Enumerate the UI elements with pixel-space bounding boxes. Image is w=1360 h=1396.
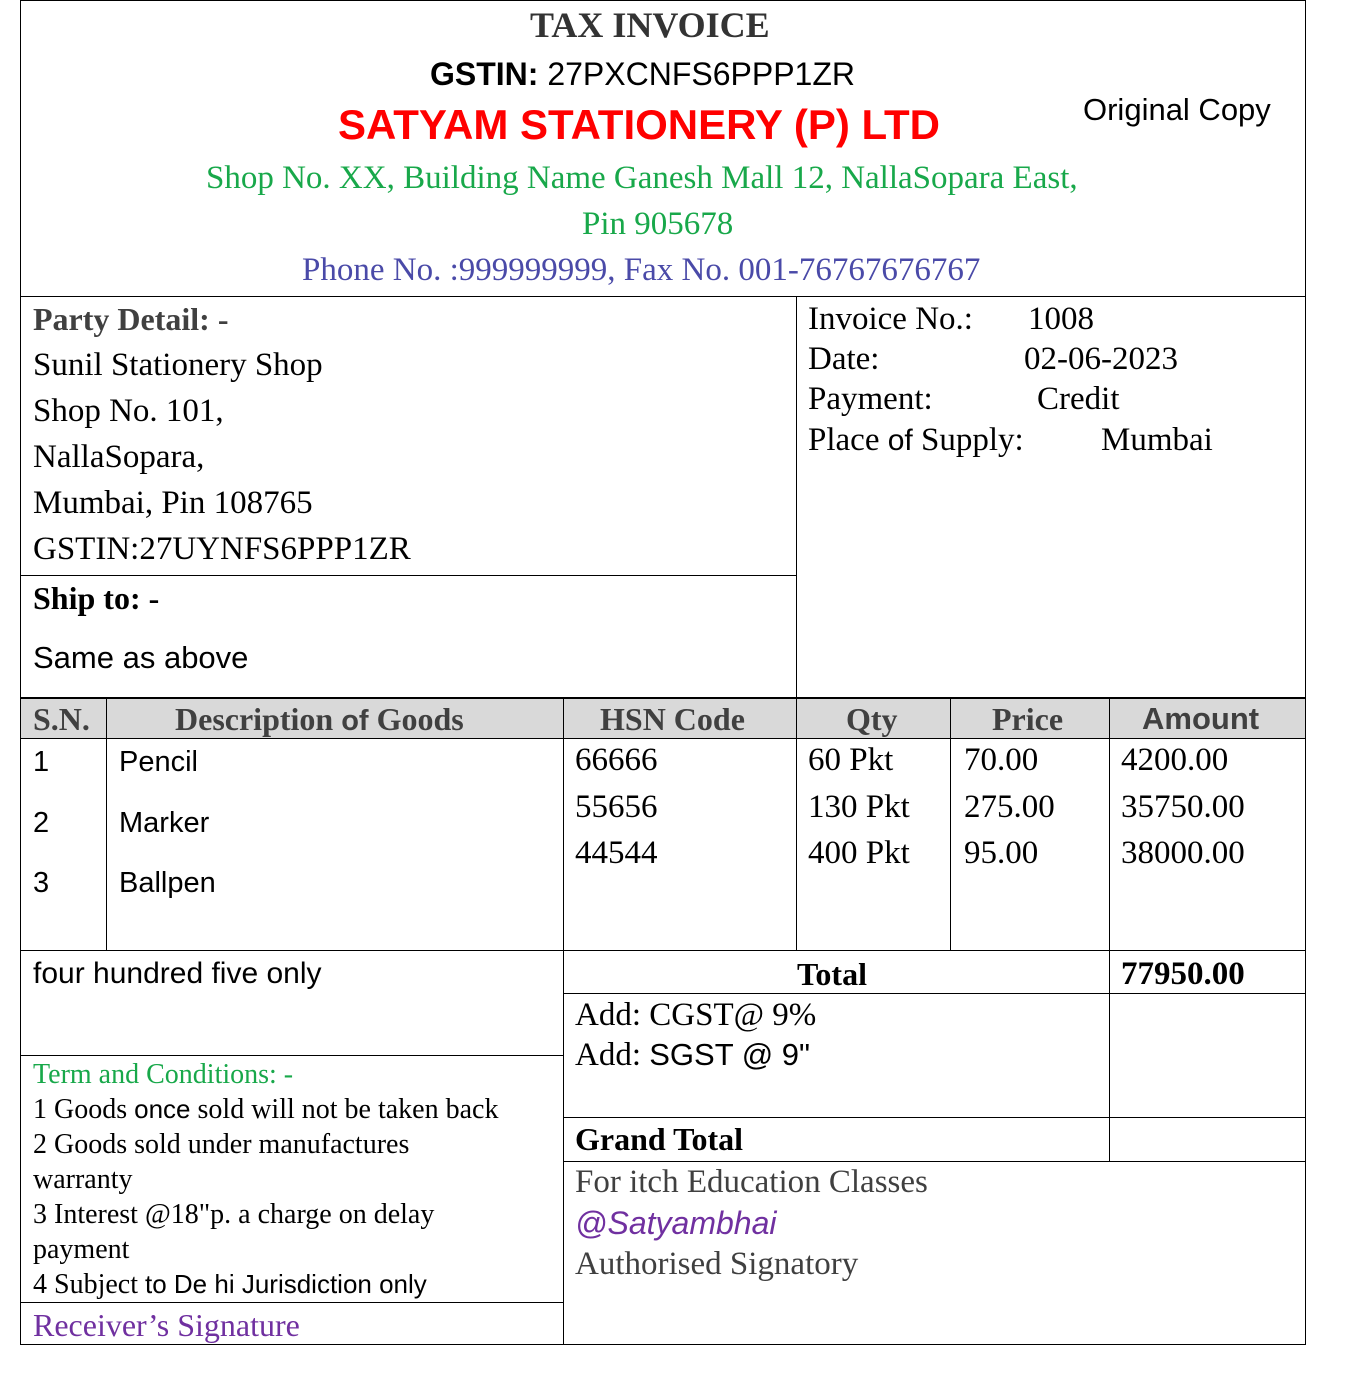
invoice-no-value: 1008 <box>1028 301 1094 337</box>
party-detail-label: Party Detail: - <box>33 301 229 337</box>
receiver-signature: Receiver’s Signature <box>33 1307 300 1343</box>
copy-label: Original Copy <box>1083 92 1271 127</box>
col-header-price: Price <box>992 701 1064 737</box>
place-of-supply-label: Place of Supply: <box>808 422 1024 458</box>
term-2: 2 Goods sold under manufactures <box>33 1129 410 1160</box>
table-body-bottom <box>20 950 1306 951</box>
term-2-continued: warranty <box>33 1164 133 1195</box>
table-header-top <box>20 697 1306 699</box>
for-company-line: For itch Education Classes <box>575 1164 928 1200</box>
cgst-line: Add: CGST@ 9% <box>575 997 817 1033</box>
terms-heading: Term and Conditions: - <box>33 1059 294 1090</box>
row-description: Ballpen <box>119 867 216 899</box>
term-3: 3 Interest @18"p. a charge on delay <box>33 1199 435 1230</box>
table-header-bottom <box>20 738 1306 739</box>
grand-total-bottom <box>563 1161 1306 1162</box>
seller-gstin: GSTIN: 27PXCNFS6PPP1ZR <box>430 56 855 92</box>
row-sn: 2 <box>33 807 50 839</box>
price-column-divider <box>1109 698 1110 1161</box>
row-qty: 60 Pkt <box>808 742 894 778</box>
ship-to-value: Same as above <box>33 640 249 675</box>
company-name: SATYAM STATIONERY (P) LTD <box>338 101 941 148</box>
words-terms-divider <box>20 1055 564 1056</box>
meta-column-divider <box>796 296 797 951</box>
sn-column-divider <box>106 698 107 951</box>
col-header-description: Description of Goods <box>175 701 464 737</box>
row-hsn: 66666 <box>575 742 658 778</box>
header-bottom-line <box>20 296 1306 297</box>
date-label: Date: <box>808 341 880 377</box>
date-value: 02-06-2023 <box>1024 341 1178 377</box>
term-4: 4 Subject to De hi Jurisdiction only <box>33 1269 427 1300</box>
term-3-continued: payment <box>33 1234 130 1265</box>
row-price: 95.00 <box>964 835 1039 871</box>
party-name: Sunil Stationery Shop <box>33 347 323 383</box>
border-top <box>20 0 1306 1</box>
sgst-line: Add: SGST @ 9" <box>575 1037 811 1073</box>
seller-address-line2: Pin 905678 <box>582 206 734 242</box>
col-header-hsn: HSN Code <box>600 701 745 737</box>
payment-value: Credit <box>1037 381 1120 417</box>
signature-handle: @Satyambhai <box>575 1205 777 1241</box>
border-bottom <box>20 1344 1306 1345</box>
party-address-line1: Shop No. 101, <box>33 393 224 429</box>
seller-phone-fax: Phone No. :999999999, Fax No. 001-76767676767 <box>302 252 981 288</box>
row-sn: 3 <box>33 867 50 899</box>
row-sn: 1 <box>33 746 50 778</box>
party-ship-divider <box>20 575 797 576</box>
row-qty: 130 Pkt <box>808 789 910 825</box>
row-amount: 35750.00 <box>1121 789 1245 825</box>
ship-to-label: Ship to: - <box>33 580 160 616</box>
border-right <box>1305 0 1306 1345</box>
total-value: 77950.00 <box>1121 956 1245 992</box>
party-gstin: GSTIN:27UYNFS6PPP1ZR <box>33 531 411 567</box>
row-price: 275.00 <box>964 789 1055 825</box>
row-description: Marker <box>119 807 210 839</box>
col-header-qty: Qty <box>846 701 898 737</box>
party-address-line3: Mumbai, Pin 108765 <box>33 485 313 521</box>
tax-grand-divider <box>563 1117 1306 1118</box>
amount-in-words: four hundred five only <box>33 957 322 990</box>
qty-column-divider <box>950 698 951 951</box>
col-header-sn: S.N. <box>33 701 90 737</box>
row-hsn: 55656 <box>575 789 658 825</box>
col-header-amount: Amount <box>1142 701 1260 736</box>
payment-label: Payment: <box>808 381 933 417</box>
grand-total-label: Grand Total <box>575 1121 744 1157</box>
invoice-no-label: Invoice No.: <box>808 301 973 337</box>
total-label: Total <box>797 956 867 992</box>
terms-receiver-divider <box>20 1302 564 1303</box>
row-description: Pencil <box>119 746 198 778</box>
desc-column-divider <box>563 698 564 1345</box>
row-amount: 38000.00 <box>1121 835 1245 871</box>
party-address-line2: NallaSopara, <box>33 439 205 475</box>
row-price: 70.00 <box>964 742 1039 778</box>
term-1: 1 Goods once sold will not be taken back <box>33 1094 499 1125</box>
row-qty: 400 Pkt <box>808 835 910 871</box>
invoice-title: TAX INVOICE <box>530 5 770 45</box>
place-of-supply-value: Mumbai <box>1101 422 1213 458</box>
authorised-signatory: Authorised Signatory <box>575 1246 859 1282</box>
row-amount: 4200.00 <box>1121 742 1229 778</box>
total-row-bottom <box>563 993 1306 994</box>
seller-address-line1: Shop No. XX, Building Name Ganesh Mall 12, NallaSopara East, <box>206 160 1078 196</box>
row-hsn: 44544 <box>575 835 658 871</box>
border-left <box>20 0 21 1345</box>
